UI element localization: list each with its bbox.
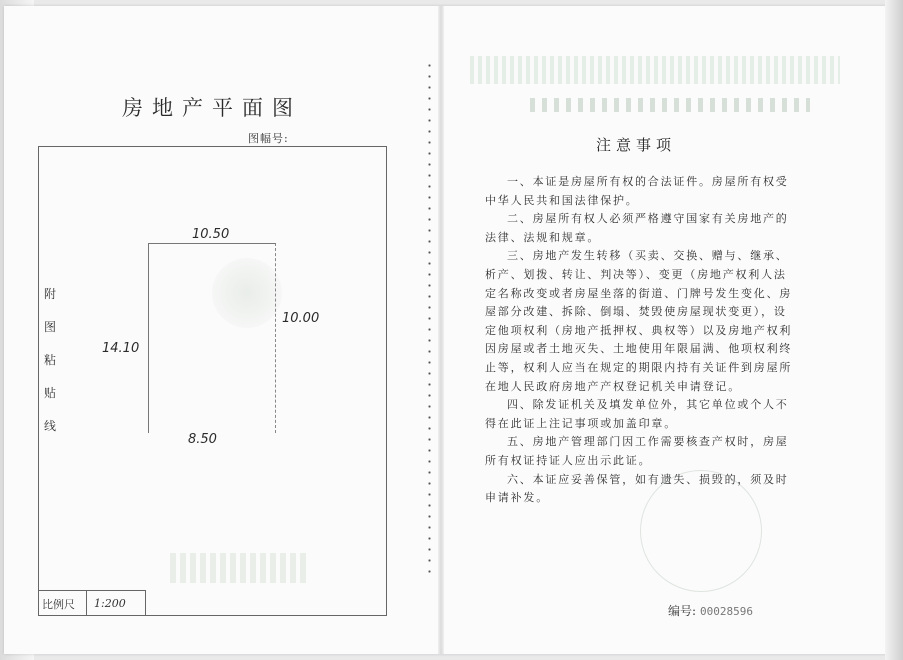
notice-item: 四、除发证机关及填发单位外，其它单位或个人不得在此证上注记事项或加盖印章。 (485, 398, 789, 430)
attach-line-label (44, 278, 60, 443)
floor-plan-title: 房地产平面图 (122, 96, 302, 120)
scale-label: 比例尺 (42, 598, 75, 611)
serial-number-row (668, 602, 753, 619)
dimension-top: 10.50 (192, 227, 230, 242)
scale-value: 1:200 (94, 597, 126, 610)
page-edge-right (885, 0, 903, 660)
notice-title: 注意事项 (596, 136, 677, 154)
dimension-right: 10.00 (282, 311, 320, 326)
notice-item: 三、房地产发生转移（买卖、交换、赠与、继承、析产、划拨、转让、判决等）、变更（房地产权利人法定名称改变或者房屋坐落的街道、门牌号发生变化、房屋部分改建、拆除、倒塌、焚毁使房屋现状变更），设定他项权利（房地产抵押权、典权等）以及房地产权利因房屋或者土地灭失、土地使用年限届满、他项权利终止等，权利人应当在规定的期限内持有关证件到房屋所在地人民政府房地产产权登记机关申请登记。 (485, 249, 793, 393)
attach-label-char: 线 (44, 419, 57, 433)
attach-label-char: 粘 (44, 353, 57, 367)
attach-label-char: 附 (44, 287, 57, 301)
sheet-number-label: 图幅号: (248, 132, 289, 145)
scale-divider (86, 591, 87, 616)
notice-item: 一、本证是房屋所有权的合法证件。房屋所有权受中华人民共和国法律保护。 (485, 175, 789, 207)
binding-spine (438, 6, 444, 654)
notice-item: 六、本证应妥善保管，如有遗失、损毁的，须及时申请补发。 (485, 472, 789, 505)
notice-item: 二、房屋所有权人必须严格遵守国家有关房地产的法律、法规和规章。 (485, 212, 789, 244)
attach-label-char: 贴 (44, 386, 57, 400)
dimension-left: 14.10 (102, 341, 140, 356)
serial-label: 编号: (668, 604, 697, 618)
faded-subheader-band (530, 98, 810, 112)
notice-body (485, 173, 793, 508)
serial-number: 00028596 (700, 605, 754, 618)
perforation-line (428, 60, 431, 580)
dimension-bottom: 8.50 (188, 432, 217, 447)
faded-header-band (470, 56, 840, 84)
attach-label-char: 图 (44, 320, 57, 334)
floor-plan-outline (148, 243, 276, 433)
faded-stamp (170, 553, 310, 583)
scale-box (38, 590, 146, 616)
notice-item: 五、房地产管理部门因工作需要核查产权时，房屋所有权证持证人应出示此证。 (485, 435, 789, 467)
